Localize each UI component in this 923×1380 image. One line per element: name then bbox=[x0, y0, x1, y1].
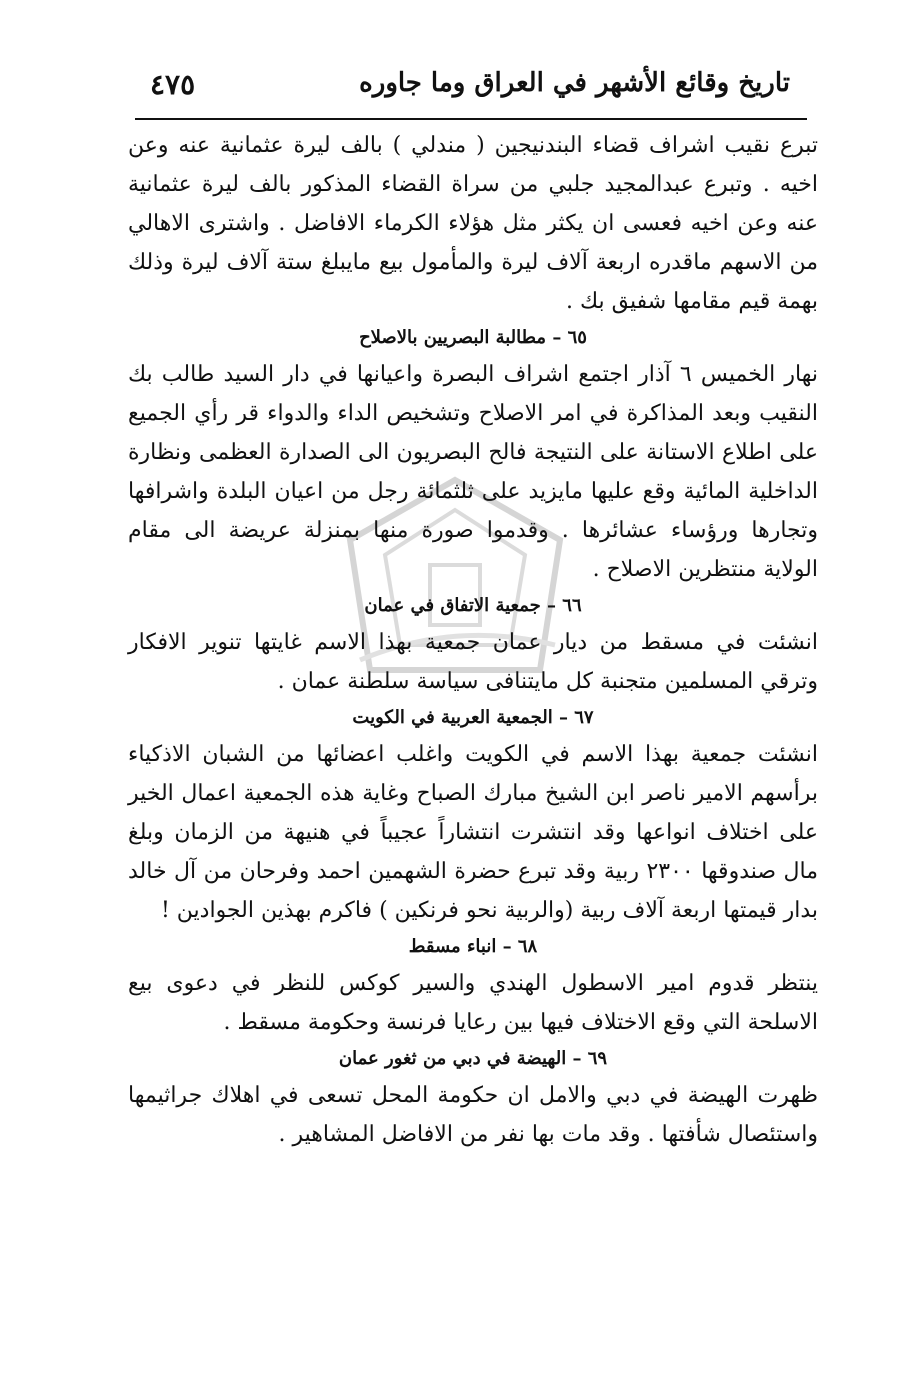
section-heading-69: ٦٩ – الهيضة في دبي من ثغور عمان bbox=[338, 1048, 608, 1069]
paragraph-68: ينتظر قدوم امير الاسطول الهندي والسير كوكس للنظر في دعوى بيع الاسلحة التي وقع الاختلاف فيها بين رعايا فرنسة وحكومة مسقط . bbox=[128, 971, 818, 1035]
page-header bbox=[150, 62, 790, 112]
section-heading-67: ٦٧ – الجمعية العربية في الكويت bbox=[352, 707, 594, 728]
page-number: ٤٧٥ bbox=[150, 68, 196, 101]
section-heading-68: ٦٨ – انباء مسقط bbox=[408, 936, 538, 957]
paragraph-65: نهار الخميس ٦ آذار اجتمع اشراف البصرة واعيانها في دار السيد طالب بك النقيب وبعد المذاكرة في امر الاصلاح وتشخيص الداء والدواء قر رأي الجميع على اطلاع الاستانة على النتيجة فالح البصريون الى الصدارة العظمى ونظارة الداخلية المائية وقع عليها مايزيد على ثلثمائة رجل من اعيان البلدة واشرافها وتجارها ورؤساء عشائرها . وقدموا صورة منها بمنزلة عريضة الى مقام الولاية منتظرين الاصلاح . bbox=[128, 362, 819, 582]
section-heading-65: ٦٥ – مطالبة البصريين بالاصلاح bbox=[359, 327, 587, 348]
paragraph-66: انشئت في مسقط من ديار عمان جمعية بهذا الاسم غايتها تنوير الافكار وترقي المسلمين متجنبة كل مايتنافى سياسة سلطنة عمان . bbox=[128, 630, 818, 694]
paragraph-67: انشئت جمعية بهذا الاسم في الكويت واغلب اعضائها من الشبان الاذكياء برأسهم الامير ناصر ابن الشيخ مبارك الصباح وغاية هذه الجمعية اعمال الخير على اختلاف انواعها وقد انتشرت انتشاراً عجيباً في هنيهة من الزمان وبلغ مال صندوقها ٢٣٠٠ ربية وقد تبرع حضرة الشهمين احمد وفرحان من آل خالد بدار قيمتها اربعة آلاف ربية (والربية نحو فرنكين ) فاكرم بهذين الجوادين ! bbox=[128, 742, 819, 923]
header-rule bbox=[135, 118, 807, 120]
running-title: تاريخ وقائع الأشهر في العراق وما جاوره bbox=[359, 68, 790, 98]
paragraph-continued: تبرع نقيب اشراف قضاء البندنيجين ( مندلي ) بالف ليرة عثمانية عنه وعن اخيه . وتبرع عبدالمجيد جلبي من سراة القضاء المذكور بالف ليرة عثمانية عنه وعن اخيه فعسى ان يكثر مثل هؤلاء الكرماء الافاضل . واشترى الاهالي من الاسهم ماقدره اربعة آلاف ليرة والمأمول بيع مايبلغ ستة آلاف ليرة وذلك بهمة قيم مقامها شفيق بك . bbox=[128, 133, 818, 314]
page-body bbox=[128, 126, 818, 1154]
section-heading-66: ٦٦ – جمعية الاتفاق في عمان bbox=[364, 595, 582, 616]
paragraph-69: ظهرت الهيضة في دبي والامل ان حكومة المحل تسعى في اهلاك جراثيمها واستئصال شأفتها . وقد مات بها نفر من الافاضل المشاهير . bbox=[128, 1083, 818, 1147]
